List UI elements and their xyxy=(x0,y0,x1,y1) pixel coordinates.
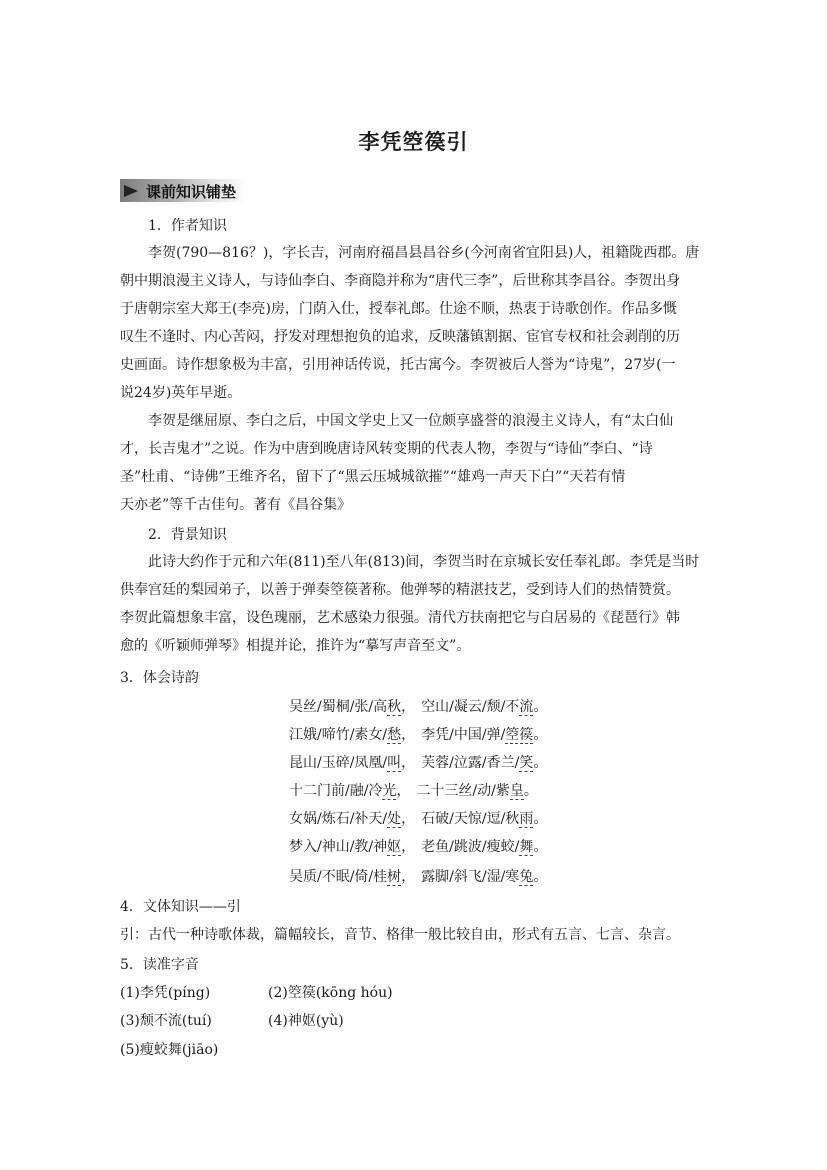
paragraph-line: 此诗大约作于元和六年(811)至八年(813)间，李贺当时在京城长安任奉礼郎。李凭是当时 xyxy=(148,554,700,570)
poem-verse-a: 昆山/玉碎/凤凰/ xyxy=(289,755,388,771)
pronunciation-item: (4)神妪(yù) xyxy=(268,1013,344,1029)
poem-punct: 。 xyxy=(533,869,548,885)
section3-heading: 3．体会诗韵 xyxy=(120,670,199,686)
poem-punct: 。 xyxy=(533,811,548,827)
paragraph-line: 圣”杜甫、“诗佛”王维齐名，留下了“黑云压城城欲摧”“雄鸡一声天下白”“天若有情 xyxy=(120,469,626,485)
paragraph-line: 李贺(790—816？)，字长吉，河南府福昌县昌谷乡(今河南省宜阳县)人，祖籍陇西郡。唐 xyxy=(148,245,700,261)
paragraph-line: 愈的《听颖师弹琴》相提并论，推许为“摹写声音至文”。 xyxy=(120,638,471,654)
rhyme-word: 愁 xyxy=(387,727,402,743)
section4-heading: 4．文体知识——引 xyxy=(120,899,241,915)
poem-line: 十二门前/融/冷光， 二十三丝/动/紫皇。 xyxy=(289,783,538,799)
rhyme-word: 妪 xyxy=(387,839,402,855)
section2-heading: 2．背景知识 xyxy=(148,527,227,543)
poem-punct: 。 xyxy=(533,727,548,743)
arrow-icon xyxy=(124,185,138,197)
paragraph-line: 叹生不逢时、内心苦闷，抒发对理想抱负的追求，反映藩镇割据、宦官专权和社会剥削的历 xyxy=(120,329,680,345)
section-banner xyxy=(120,179,247,202)
paragraph-line: 供奉宫廷的梨园弟子，以善于弹奏箜篌著称。他弹琴的精湛技艺，受到诗人们的热情赞赏。 xyxy=(120,582,680,598)
paragraph-line: 朝中期浪漫主义诗人，与诗仙李白、李商隐并称为“唐代三李”，后世称其李昌谷。李贺出身 xyxy=(120,273,681,289)
paragraph-line: 天亦老”等千古佳句。著有《昌谷集》 xyxy=(120,497,352,513)
definition-text: 引：古代一种诗歌体裁，篇幅较长，音节、格律一般比较自由，形式有五言、七言、杂言。 xyxy=(120,927,680,943)
paragraph-line: 李贺此篇想象丰富，设色瑰丽，艺术感染力很强。清代方扶南把它与白居易的《琵琶行》韩 xyxy=(120,610,680,626)
paragraph-line: 说24岁)英年早逝。 xyxy=(120,385,242,401)
poem-verse-a: 江娥/啼竹/素女/ xyxy=(289,727,388,743)
poem-verse-b: 老鱼/跳波/瘦蛟/ xyxy=(421,839,520,855)
poem-verse-a: 女娲/炼石/补天/ xyxy=(289,811,388,827)
page-title: 李凭箜篌引 xyxy=(358,130,469,154)
rhyme-word: 处 xyxy=(387,811,402,827)
rhyme-word: 秋 xyxy=(387,699,402,715)
poem-line: 女娲/炼石/补天/处， 石破/天惊/逗/秋雨。 xyxy=(289,811,548,827)
pronunciation-item: (2)箜篌(kōng hóu) xyxy=(268,985,393,1001)
poem-verse-a: 吴丝/蜀桐/张/高 xyxy=(289,699,388,715)
rhyme-word: 笑 xyxy=(519,755,534,771)
pronunciation-item: (5)瘦蛟舞(jiāo) xyxy=(120,1042,219,1058)
poem-line: 昆山/玉碎/凤凰/叫， 芙蓉/泣露/香兰/笑。 xyxy=(289,755,548,771)
rhyme-word: 光 xyxy=(382,783,397,799)
poem-line: 梦入/神山/教/神妪， 老鱼/跳波/瘦蛟/舞。 xyxy=(289,839,548,855)
rhyme-word: 舞 xyxy=(519,839,534,855)
poem-verse-a: 吴质/不眠/倚/桂 xyxy=(289,869,388,885)
banner-label: 课前知识铺垫 xyxy=(146,183,237,201)
poem-verse-b: 露脚/斜飞/湿/寒 xyxy=(421,869,520,885)
rhyme-word: 树 xyxy=(387,869,402,885)
poem-punct: 。 xyxy=(533,755,548,771)
rhyme-word: 雨 xyxy=(519,811,534,827)
paragraph-line: 李贺是继屈原、李白之后，中国文学史上又一位颇享盛誉的浪漫主义诗人，有“太白仙 xyxy=(148,413,674,429)
pronunciation-item: (1)李凭(píng) xyxy=(120,985,211,1001)
poem-verse-b: 李凭/中国/弹/ xyxy=(421,727,506,743)
poem-line: 吴丝/蜀桐/张/高秋， 空山/凝云/颓/不流。 xyxy=(289,699,548,715)
paragraph-line: 才，长吉鬼才”之说。作为中唐到晚唐诗风转变期的代表人物，李贺与“诗仙”李白、“诗 xyxy=(120,441,653,457)
rhyme-word: 叫 xyxy=(387,755,402,771)
poem-verse-b: 空山/凝云/颓/不 xyxy=(421,699,520,715)
paragraph-line: 于唐朝宗室大郑王(李亮)房，门荫入仕，授奉礼郎。仕途不顺，热衷于诗歌创作。作品多慨 xyxy=(120,301,677,317)
pronunciation-item: (3)颓不流(tuí) xyxy=(120,1013,212,1029)
section5-heading: 5．读准字音 xyxy=(120,957,199,973)
poem-punct: 。 xyxy=(533,699,548,715)
rhyme-word: 流 xyxy=(519,699,534,715)
poem-verse-a: 十二门前/融/冷 xyxy=(289,783,383,799)
poem-verse-b: 芙蓉/泣露/香兰/ xyxy=(421,755,520,771)
poem-verse-a: 梦入/神山/教/神 xyxy=(289,839,388,855)
rhyme-word: 皇 xyxy=(509,783,524,799)
rhyme-word: 兔 xyxy=(519,869,534,885)
poem-verse-b: 石破/天惊/逗/秋 xyxy=(421,811,520,827)
poem-punct: 。 xyxy=(523,783,538,799)
rhyme-word: 箜篌 xyxy=(505,727,534,743)
poem-punct: 。 xyxy=(533,839,548,855)
poem-verse-b: 二十三丝/动/紫 xyxy=(416,783,510,799)
poem-line: 江娥/啼竹/素女/愁， 李凭/中国/弹/箜篌。 xyxy=(289,727,548,743)
section1-heading: 1．作者知识 xyxy=(148,218,227,234)
paragraph-line: 史画面。诗作想象极为丰富，引用神话传说，托古寓今。李贺被后人誉为“诗鬼”，27岁(一 xyxy=(120,357,676,373)
poem-line: 吴质/不眠/倚/桂树， 露脚/斜飞/湿/寒兔。 xyxy=(289,869,548,885)
